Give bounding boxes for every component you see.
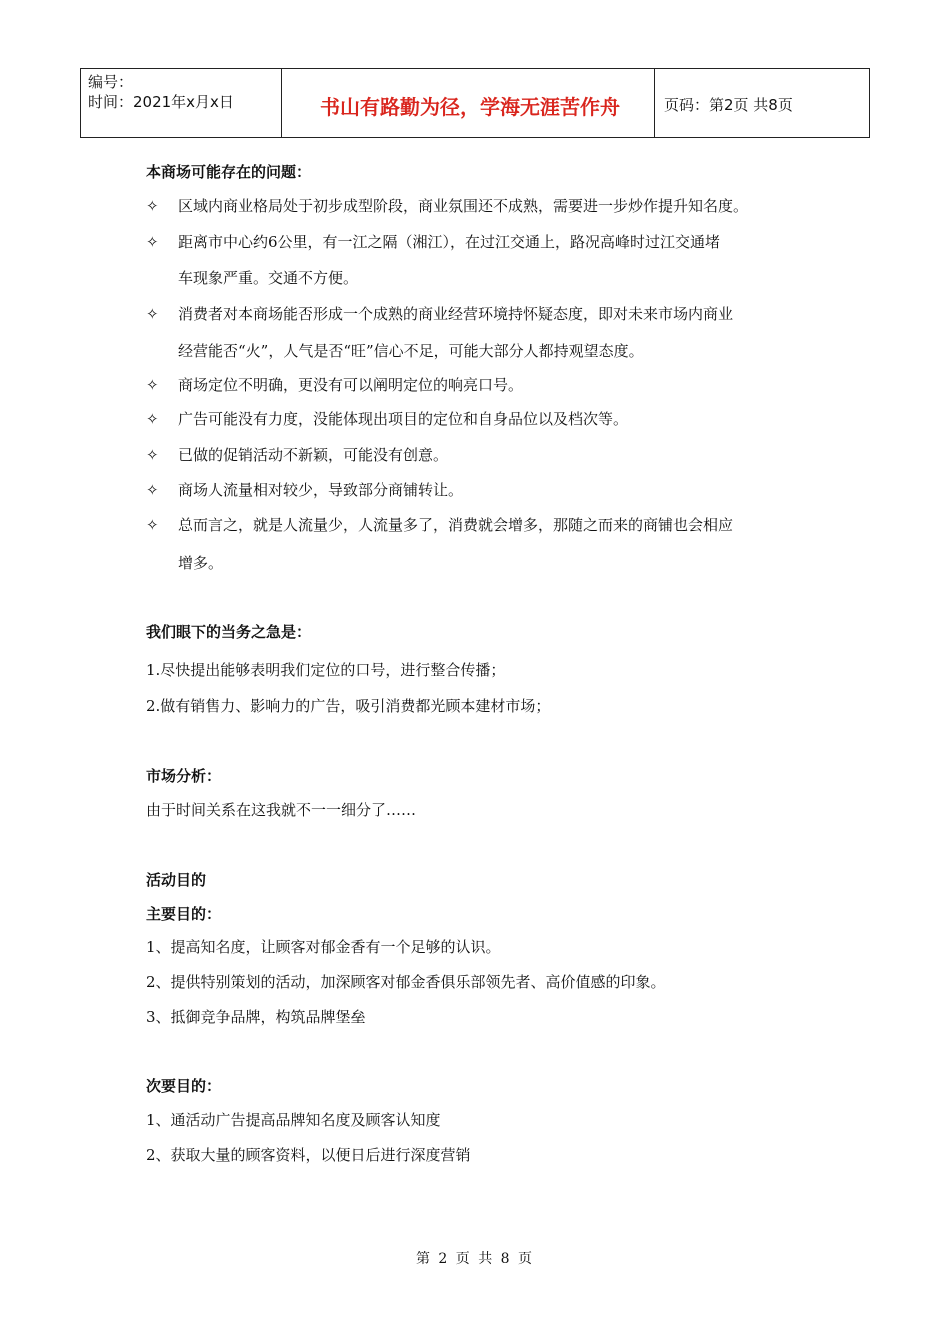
problem-line: 商场人流量相对较少，导致部分商铺转让。	[178, 481, 464, 499]
header-divider-1	[281, 69, 282, 137]
bullet-icon: ✧	[146, 410, 159, 428]
main-goal-item: 3、抵御竞争品牌，构筑品牌堡垒	[146, 1008, 366, 1026]
bullet-icon: ✧	[146, 516, 159, 534]
page-footer: 第 2 页 共 8 页	[415, 1251, 535, 1267]
urgent-item: 2.做有销售力、影响力的广告，吸引消费都光顾本建材市场；	[146, 697, 551, 715]
problem-line: 已做的促销活动不新颖，可能没有创意。	[178, 446, 449, 464]
header-border-right	[869, 69, 870, 137]
urgent-title: 我们眼下的当务之急是：	[146, 623, 312, 641]
market-title: 市场分析：	[146, 767, 222, 785]
problem-line: 经营能否“火”，人气是否“旺”信心不足，可能大部分人都持观望态度。	[178, 342, 644, 360]
problem-line: 商场定位不明确，更没有可以阐明定位的响亮口号。	[178, 376, 524, 394]
header-motto: 书山有路勤为径，学海无涯苦作舟	[320, 95, 620, 119]
secondary-goal-item: 2、获取大量的顾客资料，以便日后进行深度营销	[146, 1146, 471, 1164]
number-label: 编号：	[88, 73, 134, 91]
bullet-icon: ✧	[146, 446, 159, 464]
bullet-icon: ✧	[146, 481, 159, 499]
secondary-goals-title: 次要目的：	[146, 1077, 222, 1095]
time-label: 时间：2021年x月x日	[88, 93, 234, 111]
header-meta	[88, 72, 234, 112]
main-goal-item: 2、提供特别策划的活动，加深顾客对郁金香俱乐部领先者、高价值感的印象。	[146, 973, 666, 991]
main-goal-item: 1、提高知名度，让顾客对郁金香有一个足够的认识。	[146, 938, 501, 956]
problem-line: 增多。	[178, 554, 224, 572]
bullet-icon: ✧	[146, 376, 159, 394]
bullet-icon: ✧	[146, 305, 159, 323]
problems-title: 本商场可能存在的问题：	[146, 163, 312, 181]
bullet-icon: ✧	[146, 233, 159, 251]
header-border-left	[80, 69, 81, 137]
goals-title: 活动目的	[146, 871, 207, 889]
document-header	[80, 68, 870, 138]
header-page-label: 页码：第2页 共8页	[664, 96, 793, 114]
problem-line: 广告可能没有力度，没能体现出项目的定位和自身品位以及档次等。	[178, 410, 629, 428]
bullet-icon: ✧	[146, 197, 159, 215]
problem-line: 距离市中心约6公里，有一江之隔（湘江），在过江交通上，路况高峰时过江交通堵	[178, 233, 721, 251]
secondary-goal-item: 1、通活动广告提高品牌知名度及顾客认知度	[146, 1111, 441, 1129]
problem-line: 总而言之，就是人流量少，人流量多了，消费就会增多，那随之而来的商铺也会相应	[178, 516, 734, 534]
urgent-item: 1.尽快提出能够表明我们定位的口号，进行整合传播；	[146, 661, 506, 679]
market-text: 由于时间关系在这我就不一一细分了……	[146, 801, 417, 819]
main-goals-title: 主要目的：	[146, 905, 222, 923]
problem-line: 区域内商业格局处于初步成型阶段，商业氛围还不成熟，需要进一步炒作提升知名度。	[178, 197, 749, 215]
problem-line: 车现象严重。交通不方便。	[178, 269, 359, 287]
problem-line: 消费者对本商场能否形成一个成熟的商业经营环境持怀疑态度，即对未来市场内商业	[178, 305, 734, 323]
